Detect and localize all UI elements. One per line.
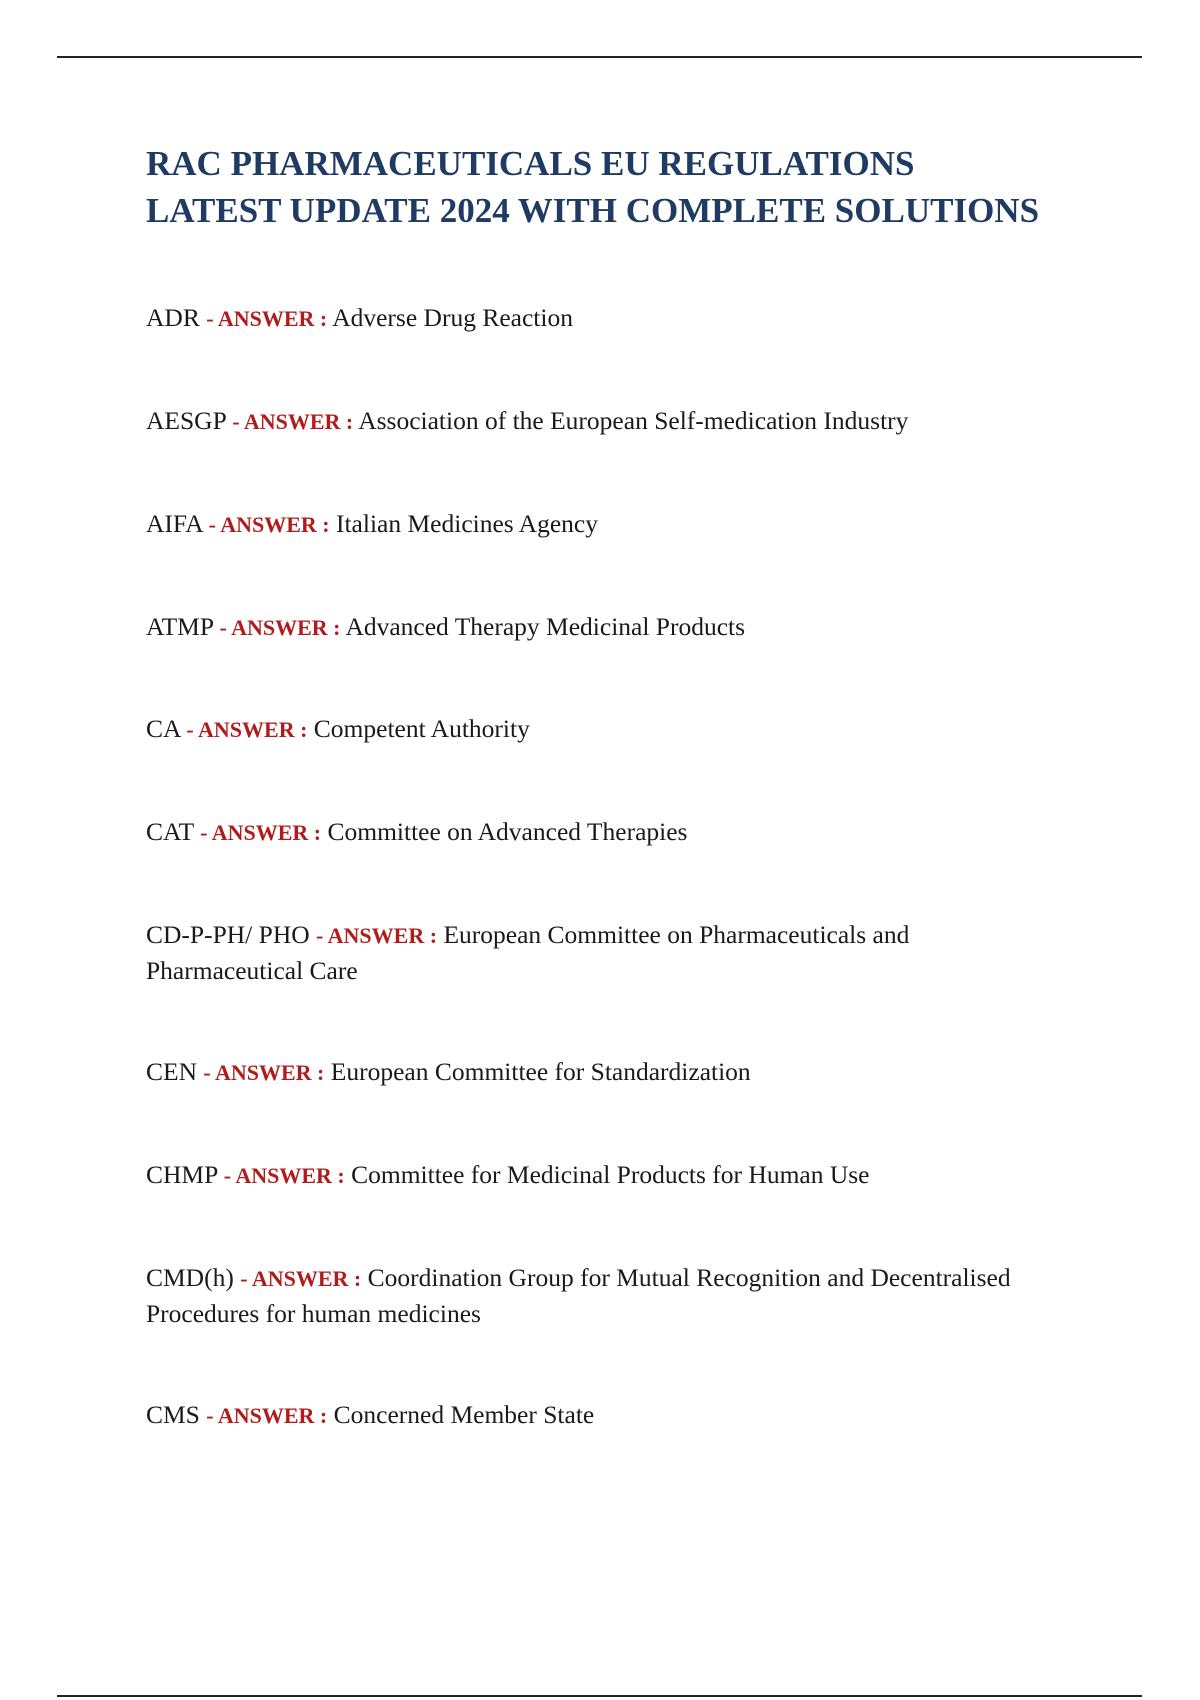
entry-definition: Adverse Drug Reaction: [332, 303, 573, 332]
title-line-1: RAC PHARMACEUTICALS EU REGULATIONS: [146, 144, 915, 183]
qa-entry-aifa: [146, 506, 1026, 542]
answer-label: - ANSWER :: [206, 1403, 328, 1428]
bottom-rule: [57, 1695, 1142, 1697]
entry-term: ATMP: [146, 612, 214, 641]
entry-term: CD-P-PH/ PHO: [146, 920, 310, 949]
answer-label: - ANSWER :: [186, 717, 308, 742]
entry-definition: Committee on Advanced Therapies: [327, 817, 688, 846]
entry-term: CA: [146, 714, 181, 743]
title-line-2: LATEST UPDATE 2024 WITH COMPLETE SOLUTIONS: [146, 191, 1040, 230]
entry-definition: Coordination Group for Mutual Recognition and Decentralised Procedures for human medicines: [146, 1263, 1011, 1328]
qa-entry-ca: [146, 711, 1026, 747]
entry-definition: Concerned Member State: [333, 1400, 595, 1429]
answer-label: - ANSWER :: [232, 409, 354, 434]
answer-label: - ANSWER :: [200, 820, 322, 845]
qa-entry-cen: [146, 1054, 1026, 1090]
answer-label: - ANSWER :: [219, 615, 341, 640]
answer-label: - ANSWER :: [206, 306, 328, 331]
qa-entry-cms: [146, 1397, 1026, 1433]
entry-definition: Italian Medicines Agency: [335, 509, 598, 538]
answer-label: - ANSWER :: [203, 1060, 325, 1085]
entry-term: CMD(h): [146, 1263, 234, 1292]
qa-entry-atmp: [146, 609, 1026, 645]
entry-term: CHMP: [146, 1160, 218, 1189]
entry-term: CMS: [146, 1400, 200, 1429]
entry-definition: European Committee on Pharmaceuticals and Pharmaceutical Care: [146, 920, 910, 985]
entry-definition: European Committee for Standardization: [330, 1057, 751, 1086]
qa-entry-cat: [146, 814, 1026, 850]
qa-entry-chmp: [146, 1157, 1026, 1193]
entry-definition: Association of the European Self-medication Industry: [358, 406, 909, 435]
answer-label: - ANSWER :: [240, 1266, 362, 1291]
top-rule: [57, 56, 1142, 58]
answer-label: - ANSWER :: [316, 923, 438, 948]
document-title: [146, 140, 1146, 234]
answer-label: - ANSWER :: [208, 512, 330, 537]
qa-entry-cmd-h: [146, 1260, 1026, 1331]
entry-definition: Competent Authority: [313, 714, 530, 743]
entry-definition: Committee for Medicinal Products for Human Use: [351, 1160, 870, 1189]
entry-term: AESGP: [146, 406, 226, 435]
entry-term: CAT: [146, 817, 194, 846]
entry-term: ADR: [146, 303, 200, 332]
entry-term: CEN: [146, 1057, 197, 1086]
qa-entry-cd-p-ph-pho: [146, 917, 1026, 988]
entry-term: AIFA: [146, 509, 203, 538]
entry-definition: Advanced Therapy Medicinal Products: [345, 612, 746, 641]
qa-entry-adr: [146, 300, 1026, 336]
answer-label: - ANSWER :: [223, 1163, 345, 1188]
qa-entry-aesgp: [146, 403, 1026, 439]
